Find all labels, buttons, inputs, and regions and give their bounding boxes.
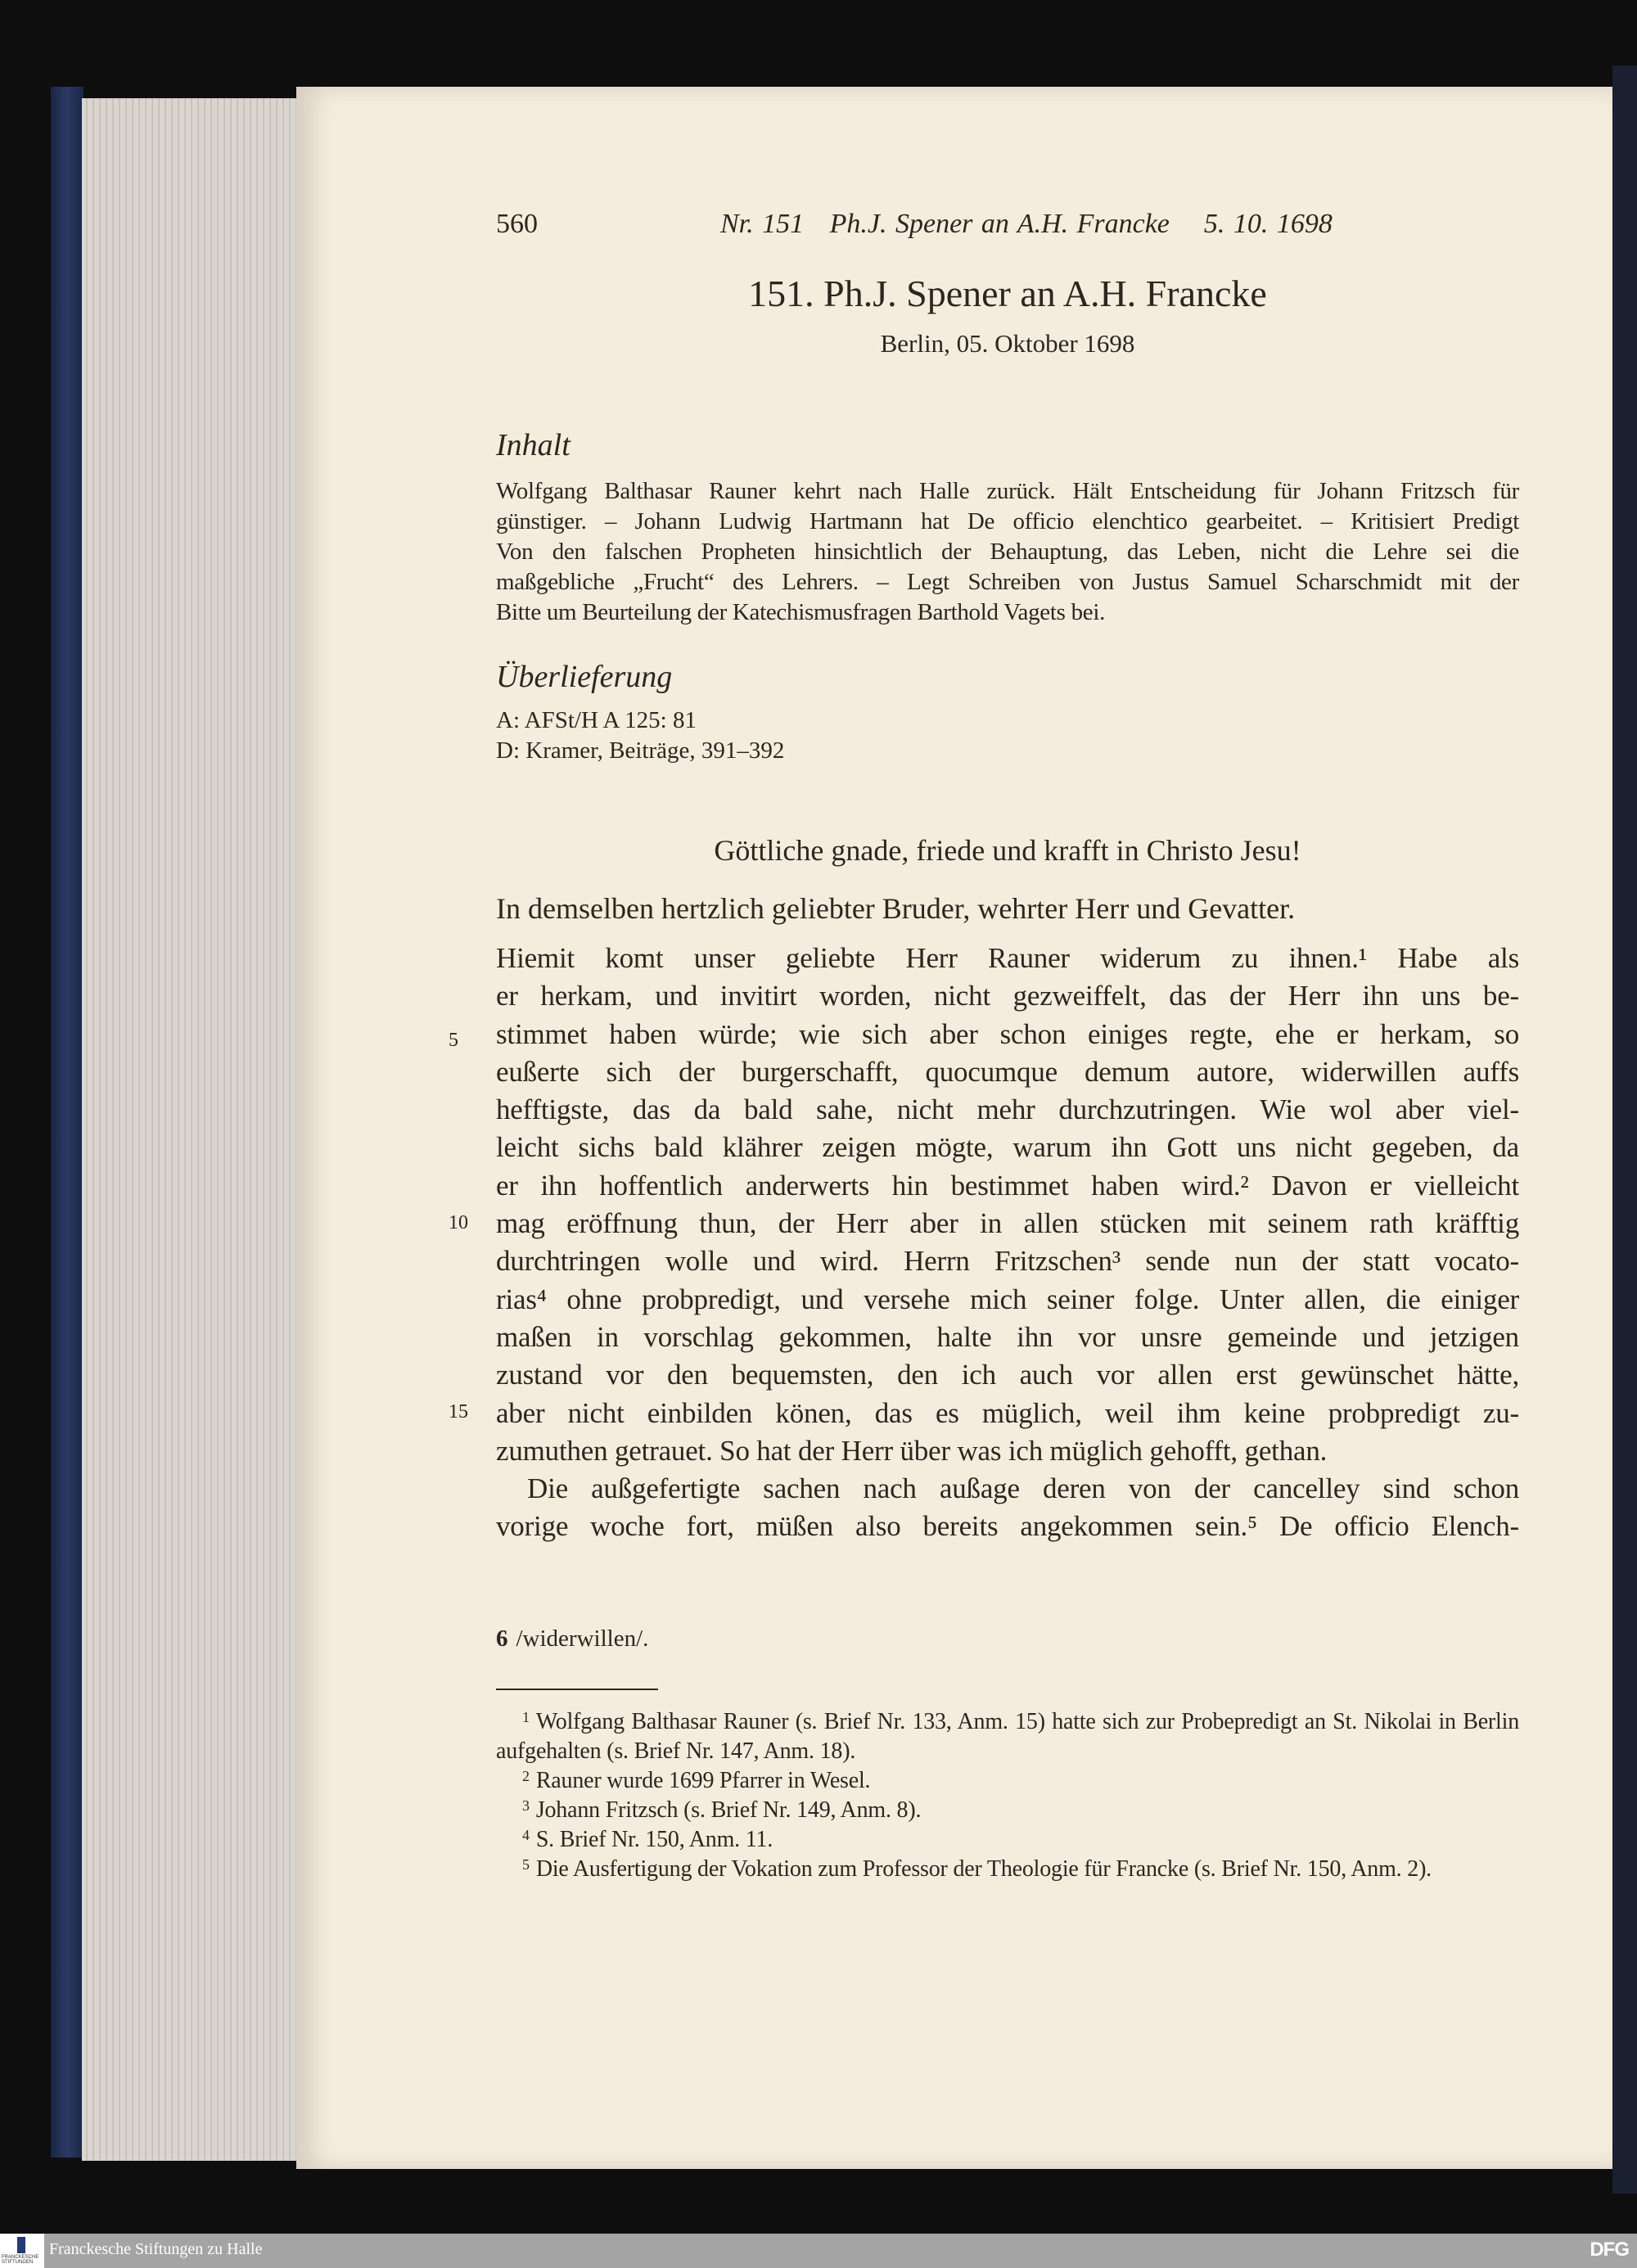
footnote-text: Johann Fritzsch (s. Brief Nr. 149, Anm. 8). <box>535 1797 922 1823</box>
footnote <box>496 1855 1519 1884</box>
variant-line-number: 6 <box>496 1625 508 1652</box>
body-line: mag eröffnung thun, der Herr aber in allen stücken mit seinem rath kräfftig <box>496 1207 1519 1240</box>
summary-line: Von den falschen Propheten hinsichtlich der Behauptung, das Leben, nicht die Lehre sei die <box>496 539 1519 565</box>
address-line: In demselben hertzlich geliebter Bruder, wehrter Herr und Gevatter. <box>496 892 1296 925</box>
body-line: stimmet haben würde; wie sich aber schon einiges regte, ehe er herkam, so <box>496 1017 1519 1050</box>
line-number: 15 <box>449 1401 468 1423</box>
footnote-number: 5 <box>522 1856 530 1873</box>
logo-figure <box>17 2237 25 2253</box>
footnote <box>496 1707 1519 1766</box>
inhalt-heading: Inhalt <box>496 428 570 462</box>
body-line: durchtringen wolle und wird. Herrn Fritzschen³ sende nun der statt vocato- <box>496 1245 1519 1278</box>
body-line: maßen in vorschlag gekommen, halte ihn vor unsre gemeinde und jetzigen <box>496 1320 1519 1353</box>
body-line: aber nicht einbilden könen, das es müglich, weil ihm keine probpredigt zu- <box>496 1396 1519 1429</box>
footnote-text: Wolfgang Balthasar Rauner (s. Brief Nr. 133, Anm. 15) hatte sich zur Probepredigt an St. Nikolai in Berlin aufgehalten (s. Brief Nr. 147, Anm. 18). <box>496 1709 1519 1764</box>
body-line: vorige woche fort, müßen also bereits angekommen sein.⁵ De officio Elench- <box>496 1510 1519 1543</box>
letter-body <box>496 940 1519 1546</box>
footnote-number: 4 <box>522 1827 530 1843</box>
ueberlieferung-list <box>496 706 1519 766</box>
ueberlieferung-heading: Überlieferung <box>496 660 673 694</box>
footnote-number: 3 <box>522 1797 530 1814</box>
page-number: 560 <box>496 209 538 239</box>
institution-name: Franckesche Stiftungen zu Halle <box>49 2240 263 2258</box>
footnote-rule <box>496 1689 658 1690</box>
summary-line: Wolfgang Balthasar Rauner kehrt nach Halle zurück. Hält Entscheidung für Johann Fritzsch für <box>496 478 1519 504</box>
letter-place-date: Berlin, 05. Oktober 1698 <box>880 329 1135 358</box>
line-number: 5 <box>449 1030 458 1051</box>
footnote <box>496 1825 1519 1855</box>
footnote-number: 2 <box>522 1768 530 1784</box>
body-line: eußerte sich der burgerschafft, quocumque demum autore, widerwillen auffs <box>496 1055 1519 1088</box>
variant-note <box>496 1624 648 1653</box>
variant-text: /widerwillen/. <box>516 1625 649 1652</box>
page-edges <box>82 98 296 2161</box>
book-right-edge <box>1612 65 1637 2194</box>
book-binding <box>51 87 83 2158</box>
body-line: hefftigste, das da bald sahe, nicht mehr durchzutringen. Wie wol aber viel- <box>496 1093 1519 1126</box>
body-line: zumuthen getrauet. So hat der Herr über was ich müglich gehofft, gethan. <box>496 1434 1328 1467</box>
body-line: er herkam, und invitirt worden, nicht gezweiffelt, das der Herr ihn uns be- <box>496 980 1519 1012</box>
body-line: Hiemit komt unser geliebte Herr Rauner widerum zu ihnen.¹ Habe als <box>496 942 1519 974</box>
body-line: er ihn hoffentlich anderwerts hin bestimmet haben wird.² Davon er vielleicht <box>496 1169 1519 1202</box>
body-line: rias⁴ ohne probpredigt, und versehe mich seiner folge. Unter allen, die einiger <box>496 1283 1519 1315</box>
inhalt-summary <box>496 476 1519 628</box>
body-line: Die außgefertigte sachen nach außage deren von der cancelley sind schon <box>527 1472 1519 1505</box>
summary-line: Bitte um Beurteilung der Katechismusfragen Barthold Vagets bei. <box>496 599 1106 625</box>
institution-logo-icon[interactable] <box>0 2234 44 2268</box>
body-line: zustand vor den bequemsten, den ich auch vor allen erst gewünschet hätte, <box>496 1359 1519 1391</box>
summary-line: günstiger. – Johann Ludwig Hartmann hat De officio elenchtico gearbeitet. – Kritisiert Predigt <box>496 508 1519 534</box>
dfg-logo[interactable]: DFG <box>1590 2239 1629 2261</box>
footnote-number: 1 <box>522 1709 530 1725</box>
viewer-footer-bar <box>0 2234 1637 2268</box>
source-line: D: Kramer, Beiträge, 391–392 <box>496 737 785 764</box>
source-line: A: AFSt/H A 125: 81 <box>496 707 697 733</box>
footnotes <box>496 1707 1519 1884</box>
logo-caption: FRANCKESCHE STIFTUNGEN <box>2 2255 39 2265</box>
salutation: Göttliche gnade, friede und krafft in Christo Jesu! <box>714 834 1301 867</box>
footnote-text: Rauner wurde 1699 Pfarrer in Wesel. <box>535 1768 871 1793</box>
running-head: Nr. 151 Ph.J. Spener an A.H. Francke 5. 10. 1698 <box>720 209 1333 239</box>
line-number: 10 <box>449 1212 468 1233</box>
footnote-text: S. Brief Nr. 150, Anm. 11. <box>535 1827 773 1852</box>
summary-line: maßgebliche „Frucht“ des Lehrers. – Legt Schreiben von Justus Samuel Scharschmidt mit der <box>496 569 1519 595</box>
footnote <box>496 1766 1519 1796</box>
body-line: leicht sichs bald klährer zeigen mögte, warum ihn Gott uns nicht gegeben, da <box>496 1131 1519 1164</box>
footnote-text: Die Ausfertigung der Vokation zum Professor der Theologie für Francke (s. Brief Nr. 150, Anm. 2). <box>535 1856 1432 1882</box>
footnote <box>496 1796 1519 1825</box>
letter-title: 151. Ph.J. Spener an A.H. Francke <box>748 273 1267 314</box>
